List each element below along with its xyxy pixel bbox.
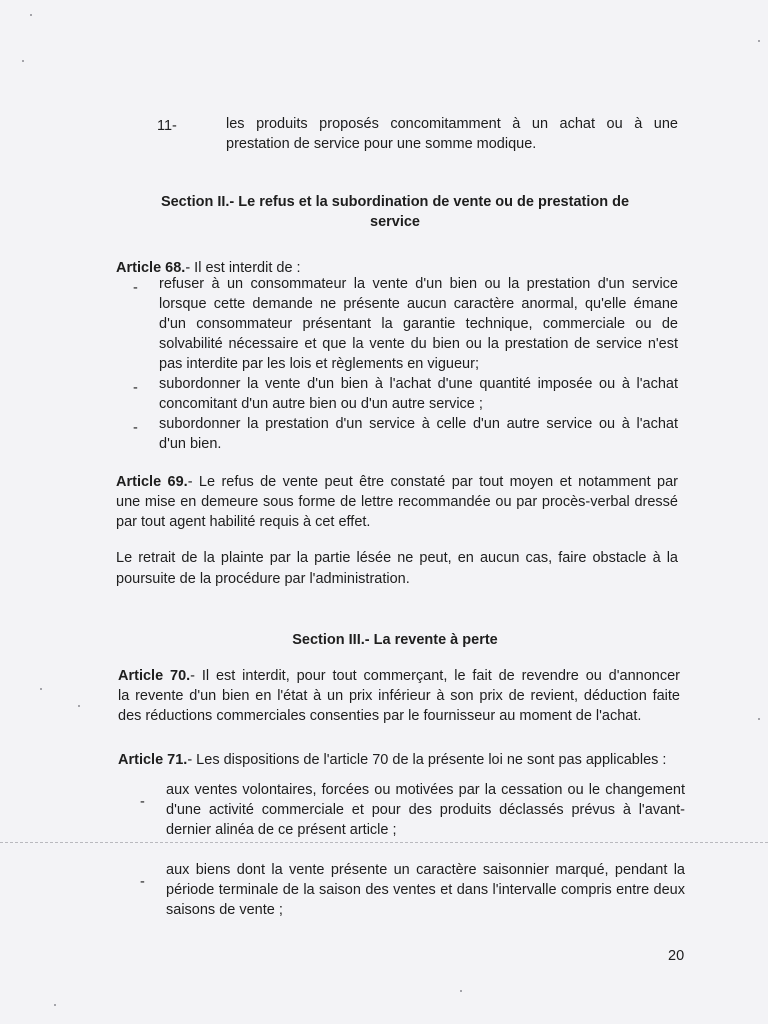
item-number: 11- [157,118,177,134]
section-2-heading-line-2: service [370,214,420,230]
article-71-item-1 [140,780,685,840]
article-69-line-3: par tout agent habilité requis à cet effet. [116,514,371,530]
list-item-line: subordonner la prestation d'un service à celle d'un autre service ou à l'achat [159,416,678,432]
list-item-line: aux ventes volontaires, forcées ou motivées par la cessation ou le changement [166,782,685,798]
list-item-line: solvabilité nécessaire et que la vente du bien ou la prestation de service n'est [159,336,678,352]
list-item-line: d'une activité commerciale et pour des produits déclassés prévus à l'avant- [166,802,685,818]
item-11-line-1: les produits proposés concomitamment à un achat ou à une [226,116,678,132]
list-item-line: aux biens dont la vente présente un caractère saisonnier marqué, pendant la [166,862,685,878]
article-71-intro [118,750,666,770]
article-69-label: Article 69. [116,474,188,490]
article-70-line-3: des réductions commerciales consenties par le fournisseur au moment de l'achat. [118,708,642,724]
scan-artifact-line [0,842,768,843]
scan-speck [22,60,24,62]
scan-speck [758,40,760,42]
section-2-heading-line-1: Section II.- Le refus et la subordination de vente ou de prestation de [160,194,630,210]
article-69-line-1 [116,472,678,492]
list-item-line: dernier alinéa de ce présent article ; [166,822,397,838]
list-dash: - [133,280,138,296]
article-68-item-2 [133,374,678,414]
article-68-item-3 [133,414,678,454]
scan-speck [40,688,42,690]
list-item-line: période terminale de la saison des ventes et dans l'intervalle compris entre deux [166,882,685,898]
list-item-line: lorsque cette demande ne présente aucun caractère anormal, qu'elle émane [159,296,678,312]
article-68-label: Article 68. [116,260,186,276]
article-69-text: - Le refus de vente peut être constaté par tout moyen et notamment par [187,474,678,490]
scan-speck [460,990,462,992]
list-item-line: saisons de vente ; [166,902,283,918]
article-69-line-2: une mise en demeure sous forme de lettre recommandée ou par procès-verbal dressé [116,494,678,510]
article-69-para-2-line-2: poursuite de la procédure par l'administration. [116,571,410,587]
scan-speck [758,718,760,720]
list-dash: - [140,794,145,810]
article-68-item-1 [133,274,678,374]
list-item-line: pas interdite par les lois et règlements en vigueur; [159,356,479,372]
article-70-label: Article 70. [118,668,191,684]
section-3-heading: Section III.- La revente à perte [292,632,498,648]
list-item-line: d'un bien. [159,436,222,452]
list-dash: - [140,874,145,890]
article-68-intro-text: - Il est interdit de : [185,260,301,276]
list-item-line: d'un consommateur présentant la garantie technique, commerciale ou de [159,316,678,332]
page-number: 20 [668,948,685,964]
list-dash: - [133,380,138,396]
article-70-text: - Il est interdit, pour tout commerçant, le fait de revendre ou d'annoncer [190,668,680,684]
article-71-label: Article 71. [118,752,188,768]
list-item-line: refuser à un consommateur la vente d'un bien ou la prestation d'un service [159,276,678,292]
article-71-intro-text: - Les dispositions de l'article 70 de la présente loi ne sont pas applicables : [187,752,667,768]
article-71-item-2 [140,860,685,920]
article-69-para-2-line-1: Le retrait de la plainte par la partie lésée ne peut, en aucun cas, faire obstacle à la [116,550,678,566]
list-item-line: concomitant d'un autre bien ou d'un autre service ; [159,396,483,412]
list-dash: - [133,420,138,436]
article-70-line-2: la revente d'un bien en l'état à un prix inférieur à son prix de revient, déduction faite [118,688,680,704]
item-11-line-2: prestation de service pour une somme modique. [226,136,537,152]
scan-speck [54,1004,56,1006]
article-70-line-1 [118,666,680,686]
scan-speck [78,705,80,707]
list-item-line: subordonner la vente d'un bien à l'achat d'une quantité imposée ou à l'achat [159,376,678,392]
scan-speck [30,14,32,16]
